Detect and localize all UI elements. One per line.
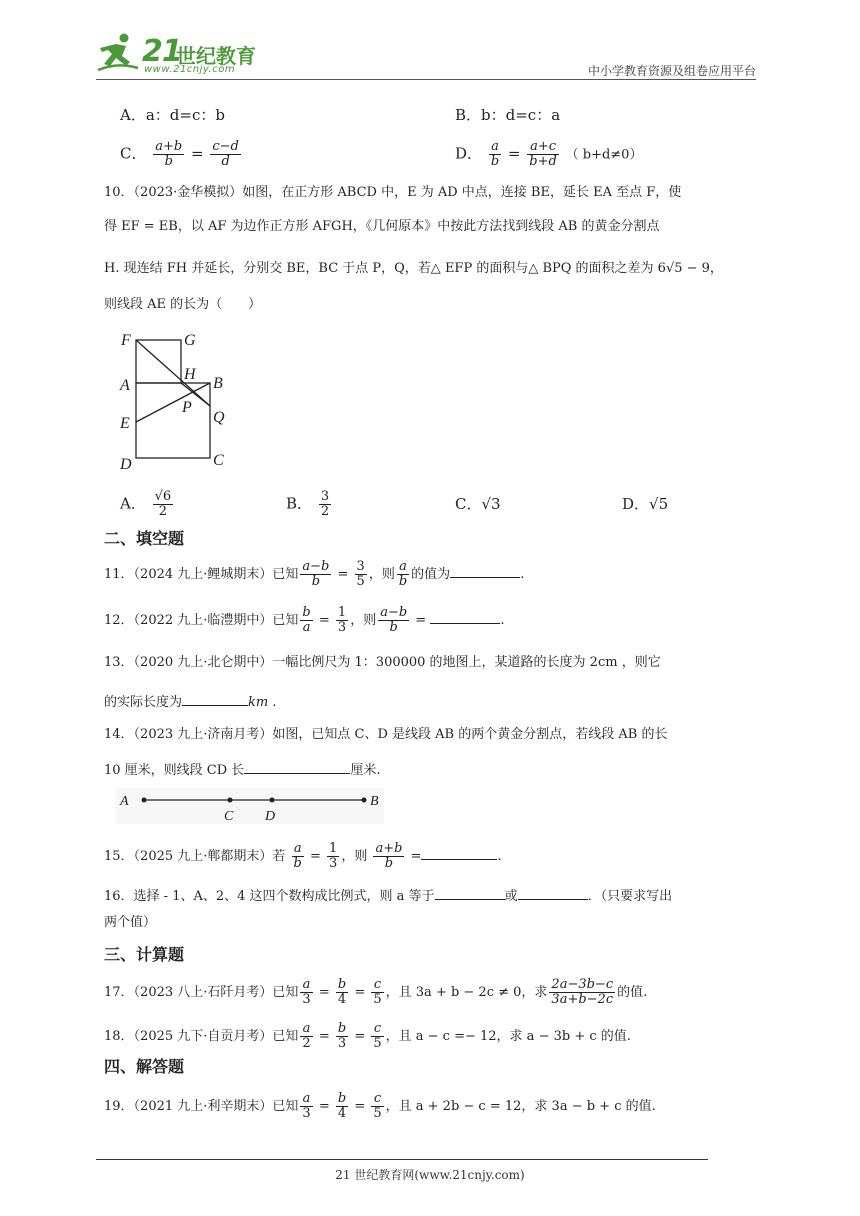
q12-prefix: 12．（2022 九上·临澧期中）已知: [104, 613, 299, 628]
frac-num: 1: [329, 841, 338, 856]
equals-sign: =: [333, 567, 353, 582]
q13-end: .: [268, 695, 277, 710]
q17-fraction-expr: [549, 978, 615, 1007]
section-fill-in-heading: 二、填空题: [104, 529, 185, 548]
q9-option-c: [120, 140, 243, 169]
q12-suffix: =: [411, 613, 431, 628]
q16-answer-blank-1[interactable]: [435, 884, 505, 900]
q11-fraction-3: [397, 560, 409, 589]
q19-fraction-b: [336, 1092, 348, 1121]
fig-label-c: C: [213, 452, 224, 469]
segment-label-a: A: [120, 794, 129, 809]
q9-option-d-label: D．: [455, 144, 483, 163]
frac-den: b: [398, 574, 408, 589]
q9-c-fraction-left: [153, 140, 184, 169]
q15-fraction-2: [327, 842, 339, 871]
q13-line-1: 13．（2020 九上·北仑期中）一幅比例尺为 1：300000 的地图上，某道路的长度为 2cm ，则它: [104, 655, 661, 670]
q9-c-fraction-right: [210, 140, 241, 169]
q10-option-a-fraction: [153, 490, 174, 519]
frac-den: 2: [158, 504, 168, 519]
footer-divider: [96, 1159, 708, 1160]
frac-den: 5: [373, 1036, 382, 1051]
q12-fraction-1: [300, 606, 312, 635]
frac-num: a: [300, 978, 312, 993]
frac-den: b: [389, 620, 398, 635]
q16-prefix: 16．选择 - 1、A、2、4 这四个数构成比例式，则 a 等于: [104, 889, 435, 904]
frac-num: a−b: [302, 559, 330, 574]
q14-line-1: 14．（2023 九上·济南月考）如图，已知点 C、D 是线段 AB 的两个黄金分割点，若线段 AB 的长: [104, 727, 668, 742]
q18-fraction-c: [371, 1022, 383, 1051]
section-calculation-heading: 三、计算题: [104, 945, 185, 964]
equals-sign: =: [191, 144, 204, 163]
segment-label-b: B: [370, 794, 379, 809]
q14-segment-figure: [116, 788, 384, 824]
q10-option-b-label: B．: [286, 494, 313, 513]
q11: [104, 560, 524, 589]
q11-mid: ，则: [368, 567, 395, 582]
frac-num: a: [489, 140, 501, 155]
frac-num: a: [397, 560, 409, 575]
q15-fraction-3: [373, 842, 404, 871]
section-answer-heading: 四、解答题: [104, 1057, 185, 1076]
q9-option-a: [120, 104, 225, 126]
frac-num: a: [300, 1092, 312, 1107]
q10-option-a: [120, 490, 175, 519]
q16-answer-blank-2[interactable]: [518, 884, 588, 900]
segment-label-c: C: [224, 809, 234, 824]
frac-num: a: [300, 1022, 312, 1037]
q9-d-condition: （ b+d≠0）: [565, 147, 643, 163]
frac-den: b: [490, 154, 500, 169]
q9-option-c-label: C．: [120, 144, 147, 163]
fig-label-a: A: [120, 377, 130, 394]
frac-num: c: [371, 1022, 383, 1037]
frac-num: a+b: [155, 139, 183, 154]
frac-num: c−d: [212, 139, 239, 154]
q13-answer-blank[interactable]: [182, 690, 248, 706]
q10-option-c: C．√3: [455, 495, 501, 513]
q15-end: .: [497, 849, 502, 864]
q10-option-b-fraction: [319, 490, 331, 519]
q16-line-2: 两个值）: [104, 915, 157, 930]
q10-square-figure: [112, 328, 242, 476]
q10-line-3: H. 现连结 FH 并延长，分别交 BE，BC 于点 P，Q，若△ EFP 的面积与△ BPQ 的面积之差为 6√5 − 9，: [104, 261, 723, 276]
frac-num: 2a−3b−c: [551, 977, 614, 992]
frac-den: b: [311, 574, 321, 589]
frac-den: 2: [302, 1036, 311, 1051]
q16-or: 或: [504, 889, 518, 904]
q13-line-2: [104, 690, 277, 714]
q12-mid: ，则: [350, 613, 377, 628]
q14-answer-blank[interactable]: [244, 758, 350, 774]
frac-den: 3: [329, 856, 338, 871]
q14-line-2: [104, 758, 380, 782]
q10-option-a-label: A．: [120, 494, 146, 513]
q17-fraction-b: [336, 978, 348, 1007]
q15-mid: ，则: [341, 849, 372, 864]
frac-num: b: [337, 1091, 347, 1106]
fig-label-e: E: [120, 415, 130, 432]
q12-answer-blank[interactable]: [430, 608, 500, 624]
q13-prefix: 的实际长度为: [104, 695, 183, 710]
q10-line-1: 10．（2023·金华模拟）如图，在正方形 ABCD 中，E 为 AD 中点，连接 BE，延长 EA 至点 F，使: [104, 185, 682, 200]
frac-den: 3: [302, 992, 311, 1007]
frac-den: 5: [356, 574, 365, 589]
logo-url: www.21cnjy.com: [144, 64, 236, 75]
frac-num: c: [371, 1092, 383, 1107]
fig-label-h: H: [184, 366, 196, 383]
frac-den: 4: [337, 1106, 347, 1121]
page-header: [96, 30, 756, 80]
q15-prefix: 15．（2025 九上·郸都期末）若: [104, 849, 290, 864]
q18-suffix: ，且 a − c =− 12，求 a − 3b + c 的值.: [385, 1029, 631, 1044]
q15-fraction-1: [292, 842, 304, 871]
q17-suffix: 的值.: [617, 985, 648, 1000]
q15: [104, 842, 502, 871]
frac-den: 4: [337, 992, 347, 1007]
frac-den: d: [221, 154, 230, 169]
q11-fraction-1: [300, 560, 331, 589]
q10-line-2: 得 EF = EB，以 AF 为边作正方形 AFGH，《几何原本》中按此方法找到线段 AB 的黄金分割点: [104, 219, 660, 234]
q16-line-1: [104, 884, 672, 908]
q9-option-b-text: B．b：d=c：a: [455, 106, 561, 124]
q19: 19．（2021 九上·利辛期末）已知 $\frac{a}{3}$ = $\frac{b}{4}$ = $\frac{c}{5}$ ，且 a + 2b − c = 12，求 3a − b + c 的值.: [104, 1091, 656, 1121]
q18-prefix: 18．（2025 九下·自贡月考）已知: [104, 1029, 299, 1044]
q9-d-fraction-left: [489, 140, 501, 169]
segment-label-d: D: [265, 809, 276, 824]
q19-prefix: 19．（2021 九上·利辛期末）已知: [104, 1099, 299, 1114]
q11-prefix: 11．（2024 九上·鲤城期末）已知: [104, 567, 299, 582]
fig-label-g: G: [184, 332, 196, 349]
q11-fraction-2: [355, 560, 367, 589]
runner-logo-icon: [96, 32, 140, 74]
frac-num: a+b: [375, 841, 403, 856]
frac-den: b: [164, 154, 173, 169]
q12-fraction-2: [336, 606, 348, 635]
frac-num: 1: [337, 605, 347, 620]
q15-suffix: =: [406, 849, 422, 864]
frac-den: 3: [302, 1106, 311, 1121]
frac-den: 3: [337, 1036, 347, 1051]
frac-num: b: [302, 605, 311, 620]
q18-fraction-a: [300, 1022, 312, 1051]
frac-den: 5: [373, 1106, 382, 1121]
equals-sign: =: [305, 849, 326, 864]
q19-fraction-c: [371, 1092, 383, 1121]
q10-option-d: D．√5: [622, 495, 669, 513]
fig-label-q: Q: [213, 409, 225, 426]
frac-num: c: [371, 978, 383, 993]
fig-label-p: P: [182, 399, 192, 416]
frac-num: 3: [356, 559, 365, 574]
frac-den: 3: [337, 620, 347, 635]
q10-line-4: 则线段 AE 的长为（ ）: [104, 297, 262, 312]
q9-d-fraction-right: [527, 140, 559, 169]
header-platform-text: 中小学教育资源及组卷应用平台: [587, 64, 756, 78]
q12-end: .: [500, 613, 505, 628]
frac-den: b: [384, 856, 394, 871]
frac-num: √6: [154, 489, 172, 504]
q11-end: .: [520, 567, 525, 582]
page-footer[interactable]: 21 世纪教育网(www.21cnjy.com): [335, 1168, 525, 1182]
q10-option-b: [286, 490, 333, 519]
logo-number: 21: [142, 34, 182, 69]
frac-num: b: [337, 1021, 347, 1036]
q17: 17．（2023 八上·石阡月考）已知 $\frac{a}{3}$ = $\frac{b}{4}$ = $\frac{c}{5}$ ，且 3a + b − 2c ≠ 0，求 $\frac{2a-3b-c}{3a+b-2c}$ 的值.: [104, 977, 648, 1007]
q12: [104, 606, 504, 635]
q11-answer-blank[interactable]: [450, 562, 520, 578]
logo-text: 世纪教育: [176, 44, 256, 68]
q17-fraction-c: [371, 978, 383, 1007]
frac-num: 3: [320, 489, 330, 504]
q14-suffix: 厘米.: [350, 763, 381, 778]
frac-num: b: [337, 977, 347, 992]
frac-num: a: [292, 842, 304, 857]
q15-answer-blank[interactable]: [421, 844, 497, 860]
q12-fraction-3: [378, 606, 409, 635]
frac-num: a+c: [527, 140, 559, 155]
q14-prefix: 10 厘米，则线段 CD 长: [104, 763, 245, 778]
header-divider: [96, 79, 756, 80]
fig-label-f: F: [121, 332, 131, 349]
q9-option-b: [455, 104, 560, 126]
site-logo[interactable]: [96, 30, 266, 78]
q17-mid: ，且 3a + b − 2c ≠ 0，求: [385, 985, 548, 1000]
equals-sign: =: [314, 613, 334, 628]
frac-den: b+d: [529, 154, 557, 169]
frac-num: a−b: [380, 605, 408, 620]
frac-den: 2: [320, 504, 330, 519]
q11-suffix: 的值为: [411, 567, 451, 582]
q17-prefix: 17．（2023 八上·石阡月考）已知: [104, 985, 299, 1000]
q18-fraction-b: [336, 1022, 348, 1051]
q16-suffix: ．（只要求写出: [587, 889, 673, 904]
frac-den: b: [293, 856, 302, 871]
frac-den: 5: [373, 992, 382, 1007]
frac-den: a: [302, 620, 311, 635]
q9-option-d: [455, 140, 642, 169]
equals-sign: =: [507, 144, 521, 163]
q19-fraction-a: [300, 1092, 312, 1121]
q9-option-a-text: A．a：d=c：b: [120, 106, 225, 124]
frac-den: 3a+b−2c: [551, 992, 614, 1007]
fig-label-d: D: [120, 456, 132, 473]
q17-fraction-a: [300, 978, 312, 1007]
q13-unit: km: [248, 695, 269, 710]
q18: 18．（2025 九下·自贡月考）已知 $\frac{a}{2}$ = $\frac{b}{3}$ = $\frac{c}{5}$ ，且 a − c =− 12，求 a − 3b + c 的值.: [104, 1021, 631, 1051]
fig-label-b: B: [213, 375, 223, 392]
q19-suffix: ，且 a + 2b − c = 12，求 3a − b + c 的值.: [385, 1099, 656, 1114]
